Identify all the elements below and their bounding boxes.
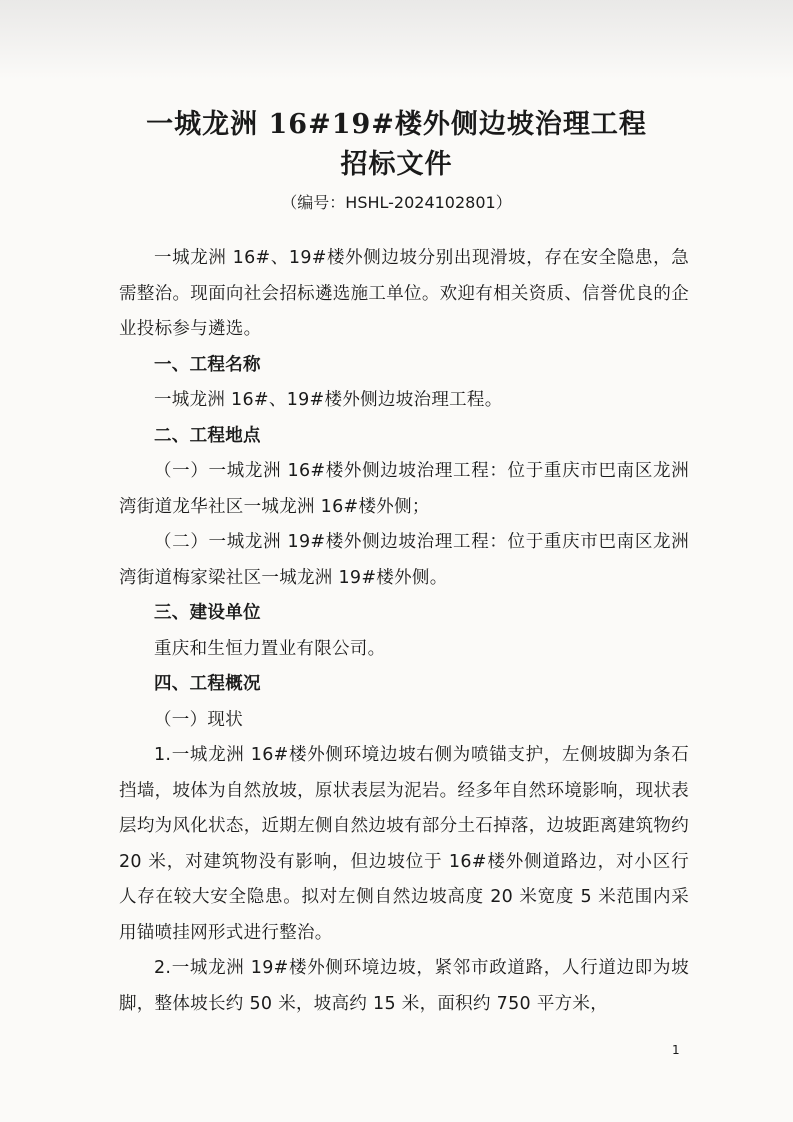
section1-text: 一城龙洲 16#、19#楼外侧边坡治理工程。 <box>154 390 503 410</box>
section2-item1: （一）一城龙洲 16#楼外侧边坡治理工程：位于重庆市巴南区龙洲湾街道龙华社区一城龙洲 16#楼外侧； <box>119 461 689 517</box>
section3-heading: 三、建设单位 <box>154 603 261 623</box>
section2-item2: （二）一城龙洲 19#楼外侧边坡治理工程：位于重庆市巴南区龙洲湾街道梅家梁社区一城龙洲 19#楼外侧。 <box>119 532 689 588</box>
section4-heading: 四、工程概况 <box>154 674 261 694</box>
section1-heading: 一、工程名称 <box>154 354 261 375</box>
page-number: 1 <box>672 1043 680 1057</box>
document-number: （编号：HSHL-2024102801） <box>281 193 512 212</box>
document-body <box>119 241 689 1022</box>
section3-text: 重庆和生恒力置业有限公司。 <box>154 638 386 659</box>
section2-heading: 二、工程地点 <box>154 425 261 446</box>
document-subtitle: 招标文件 <box>340 149 453 180</box>
section4-subheading: （一）现状 <box>154 709 243 730</box>
section4-paragraph1: 1.一城龙洲 16#楼外侧环境边坡右侧为喷锚支护，左侧坡脚为条石挡墙，坡体为自然放坡，原状表层为泥岩。经多年自然环境影响，现状表层均为风化状态，近期左侧自然边坡有部分土石掉落，边坡距离建筑物约 20 米，对建筑物没有影响，但边坡位于 16#楼外侧道路边，对小区行人存在较大安全隐患。拟对左侧自然边坡高度 20 米宽度 5 米范围内采用锚喷挂网形式进行整治。 <box>119 745 689 943</box>
section4-paragraph2: 2.一城龙洲 19#楼外侧环境边坡，紧邻市政道路，人行道边即为坡脚，整体坡长约 50 米，坡高约 15 米，面积约 750 平方米， <box>119 958 689 1014</box>
intro-paragraph: 一城龙洲 16#、19#楼外侧边坡分别出现滑坡，存在安全隐患，急需整治。现面向社会招标遴选施工单位。欢迎有相关资质、信誉优良的企业投标参与遴选。 <box>119 248 689 339</box>
document-title: 一城龙洲 16#19#楼外侧边坡治理工程 <box>146 109 647 140</box>
scan-shadow <box>0 0 793 80</box>
